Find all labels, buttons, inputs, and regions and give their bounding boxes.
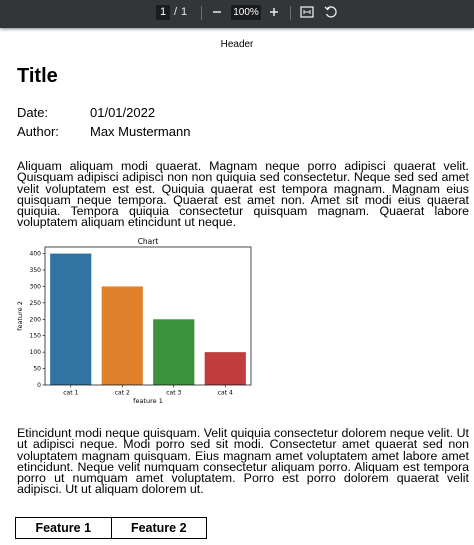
date-label: Date: <box>17 105 49 120</box>
paragraph-2: Etincidunt modi neque quisquam. Velit quiquia consectetur dolorem neque velit. Ut ut adipisci neque. Modi porro sed sit modi. Consectetur amet quaerat sed non voluptatem magnam quisquam. Eius magnam amet voluptatem amet labore amet etincidunt. Neque velit numquam consectetur aliquam porro. Aliquam est tempora porro ut numquam amet voluptatem. Porro est porro dolorem quaerat velit adipisci. Ut ut aliquam dolorem ut. <box>17 426 469 497</box>
document-title: Title <box>17 65 58 87</box>
zoom-input[interactable]: 100% <box>231 5 261 20</box>
y-tick-label: 200 <box>29 316 41 324</box>
chart-bar <box>102 286 143 385</box>
author-label: Author: <box>17 124 59 139</box>
chart-bar <box>50 254 91 385</box>
chart-bar <box>153 319 194 385</box>
y-tick-label: 0 <box>37 382 41 389</box>
page-separator: / <box>174 6 178 18</box>
paragraph-1: Aliquam aliquam modi quaerat. Magnam neque porro adipisci quaerat velit. Quisquam adipisci adipisci non non quiquia sed consectetur. Neque sed sed amet velit voluptatem est est. Quiquia quaerat est tempora magnam. Magnam eius quisquam neque tempora. Quaerat est amet non. Amet sit modi eius quaerat quiquia. Tempora quiquia consectetur quisquam magnam. Quaerat labore voluptatem aliquam etincidunt ut neque. <box>17 159 469 230</box>
pdf-toolbar <box>0 0 474 28</box>
author-value: Max Mustermann <box>90 124 191 139</box>
y-tick-label: 150 <box>29 332 41 340</box>
date-value: 01/01/2022 <box>90 105 156 120</box>
rotate-icon <box>324 5 338 19</box>
table-header-cell: Feature 1 <box>16 518 112 539</box>
chart-bar <box>205 352 246 385</box>
feature-table <box>15 517 207 539</box>
x-axis-label: feature 1 <box>133 397 163 405</box>
y-tick-label: 50 <box>33 365 41 373</box>
x-tick-label: cat 1 <box>63 389 79 397</box>
y-tick-label: 400 <box>29 250 41 258</box>
table-header-row <box>16 518 207 539</box>
y-tick-label: 350 <box>29 267 41 274</box>
y-axis-label: feature 2 <box>16 301 24 331</box>
y-tick-label: 250 <box>29 299 41 307</box>
x-tick-label: cat 2 <box>114 389 130 397</box>
zoom-out-button[interactable] <box>208 3 226 21</box>
chart-title: Chart <box>137 237 159 246</box>
fit-to-page-icon <box>300 5 314 19</box>
x-tick-label: cat 4 <box>217 389 233 397</box>
x-tick-label: cat 3 <box>166 389 182 397</box>
y-tick-label: 100 <box>29 349 41 357</box>
toolbar-divider <box>290 6 291 20</box>
plus-icon <box>265 3 283 21</box>
bar-chart <box>14 234 260 410</box>
fit-to-page-button[interactable] <box>300 5 314 24</box>
chart-svg <box>14 234 260 410</box>
page-number-input[interactable]: 1 <box>156 5 170 20</box>
total-pages: 1 <box>181 6 188 18</box>
minus-icon <box>208 3 226 21</box>
toolbar-divider <box>201 6 202 20</box>
zoom-in-button[interactable] <box>265 3 283 21</box>
y-tick-label: 300 <box>29 283 41 291</box>
table-header-cell: Feature 2 <box>111 518 207 539</box>
page-header: Header <box>220 39 254 50</box>
rotate-button[interactable] <box>324 5 338 24</box>
